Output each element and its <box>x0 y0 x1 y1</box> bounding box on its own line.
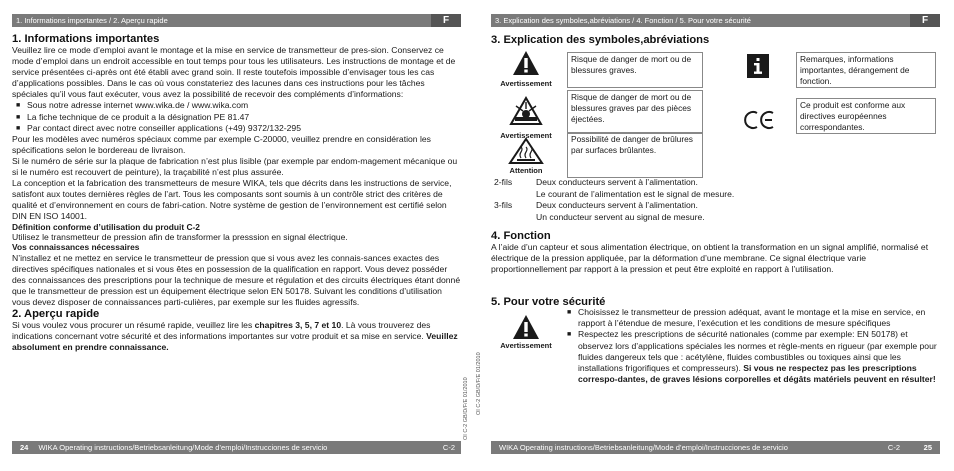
ce-description: Ce produit est conforme aux directives européennes correspondantes. <box>796 98 936 134</box>
left-header-title: 1. Informations importantes / 2. Aperçu rapide <box>16 16 168 25</box>
document-code: OI C-2 GB/D/F/E 01/2010 <box>463 377 469 440</box>
footer-model: C-2 <box>442 443 455 452</box>
section-1-heading: 1. Informations importantes <box>12 33 160 45</box>
caution-caption: Attention <box>509 166 543 175</box>
section-3-heading: 3. Explication des symboles,abréviations <box>491 34 710 46</box>
serial-number-paragraph: Si le numéro de série sur la plaque de fabrication n’est plus lisible (par exemple par endom-magement mécanique ou si le numéro est recouvert de peinture), la traçabilité n’est plus assurée. <box>12 155 458 178</box>
language-tag: F <box>910 14 940 27</box>
ce-mark-glyph-icon <box>743 110 777 130</box>
design-paragraph: La conception et la fabrication des transmetteurs de mesure WIKA, tels que décrits dans les instructions de service, satisfont aux toutes dernières règles de l’art. Tous les composants sont soumis à un contrôle strict des critères de qualité et d’environnement en cours de fabri-cation. Notre système de gestion de l’environnement est certifié selon DIN EN ISO 14001. <box>12 178 452 222</box>
footer-model: C-2 <box>887 443 900 452</box>
info-description: Remarques, informations importantes, dérangement de fonction. <box>796 52 936 88</box>
left-page <box>12 14 461 454</box>
info-sources-list <box>12 100 461 133</box>
safety-list <box>567 307 940 385</box>
special-models-paragraph: Pour les modèles avec numéros spéciaux comme par exemple C-20000, veuillez prendre en considération les spécifications selon le bordereau de livraison. <box>12 133 431 155</box>
term-2-wire: 2-fils <box>494 177 513 187</box>
page-number: 25 <box>923 443 932 452</box>
info-icon <box>747 54 769 78</box>
term-3-wire-definition: Un conducteur servent au signal de mesure. <box>536 211 705 222</box>
footer-text: WIKA Operating instructions/Betriebsanleitung/Mode d’emploi/Instrucciones de servicio <box>499 443 788 452</box>
list-item: ■ Respectez les prescriptions de sécurité nationales (comme par exemple: EN 50178) et observez lors d’applications spéciales les normes et règle-ments en rigueur (par exemple pour fluides dangereux tels que : acétylène, fluides combustibles ou toxiques ainsi que les installations frigorifiques et compresseurs). Si vous ne respectez pas les prescriptions correspo-dantes, de graves lésions corporelles et dégâts matériels peuvent en résulter! <box>567 329 940 385</box>
left-header-bar <box>12 14 461 27</box>
list-item: ■ Par contact direct avec notre conseiller applications (+49) 9372/132-295 <box>16 123 461 134</box>
term-2-wire-definition: Le courant de l’alimentation est le signal de mesure. <box>536 188 735 199</box>
list-item: ■ Sous notre adresse internet www.wika.de / www.wika.com <box>16 100 461 111</box>
warning-symbol <box>491 48 561 98</box>
warning-caption: Avertissement <box>500 79 552 88</box>
warning-caption: Avertissement <box>500 341 552 350</box>
abbreviations-list <box>494 177 940 225</box>
warning-description: Risque de danger de mort ou de blessures graves. <box>567 52 703 88</box>
footer-text: WIKA Operating instructions/Betriebsanleitung/Mode d’emploi/Instrucciones de servicio <box>38 443 328 452</box>
term-3-wire-definition: Deux conducteurs servent à l’alimentation. <box>536 200 698 211</box>
intended-use-paragraph: Utilisez le transmetteur de pression afin de transformer la presssion en signal électrique. <box>12 232 348 242</box>
right-page <box>491 14 940 454</box>
safety-warning-symbol <box>491 310 561 354</box>
hot-surface-description: Possibilité de danger de brûlures par surfaces brûlantes. <box>567 132 703 178</box>
warning-triangle-icon <box>512 50 540 76</box>
intended-use-heading: Définition conforme d’utilisation du produit C-2 <box>12 221 200 232</box>
function-paragraph: A l’aide d’un capteur et sous alimentation électrique, on obtient la transformation en un signal amplifié, normalisé et électrique de la pression appliquée, par la déformation d’une membrane. Ce signal électrique varie proportionnellement par rapport à la pression et peut être exploité en rapport à l’utilisation. <box>491 242 929 275</box>
warning-triangle-icon <box>512 314 540 340</box>
info-glyph-icon <box>747 54 769 78</box>
knowledge-paragraph: N’installez et ne mettez en service le transmetteur de pression que si vous avez les connais-sances exactes des directives spécifiques nationales et si vous êtes en possession de la qualification en rapport. Vous devez posséder des connaissances des prescriptions pour la technique de mesure et régulation et des circuits électriques étant donné que le transmetteur de pression est un équipement électrique selon EN 50178. Suivant les conditions d’utilisation vous devez disposer de connaissances parti-culières, par exemple sur les fluides agressifs. <box>12 252 461 307</box>
ce-mark-icon <box>743 110 777 130</box>
document-code: OI C-2 GB/D/F/E 01/2010 <box>476 352 482 415</box>
ejected-parts-warning-icon <box>506 96 546 126</box>
page-number: 24 <box>20 443 29 452</box>
knowledge-heading: Vos connaissances nécessaires <box>12 242 140 253</box>
left-footer-bar <box>12 441 461 454</box>
warning-caption: Avertissement <box>500 131 552 140</box>
ejected-parts-description: Risque de danger de mort ou de blessures graves par des pièces éjectées. <box>567 90 703 134</box>
left-content <box>12 33 461 353</box>
language-tag: F <box>431 14 461 27</box>
section-4-heading: 4. Fonction <box>491 230 551 242</box>
hot-surface-icon <box>508 138 544 164</box>
intro-paragraph: Veuillez lire ce mode d’emploi avant le montage et la mise en service de transmetteur de pres-sion. Conservez ce mode d’emploi dans un endroit accessible en tout temps pour tous les utilisateurs. Les instructions de montage et de service présentées ci-après ont été établi avec grand soin. Il reste toutefois impossible d’envisager tous les cas d’applications possibles. Dans le cas où vous constateriez des lacunes dans ces instructions pour les tâches spéciales qu’il vous faut exécuter, vous avez la possibilité de recevoir des compléments d’informations: <box>12 45 456 100</box>
term-2-wire-definition: Deux conducteurs servent à l’alimentation. <box>536 177 698 187</box>
list-item: ■ La fiche technique de ce produit a la désignation PE 81.47 <box>16 112 461 123</box>
right-footer-bar <box>491 441 940 454</box>
hot-surface-symbol <box>491 136 561 180</box>
right-header-title: 3. Explication des symboles,abréviations / 4. Fonction / 5. Pour votre sécurité <box>495 16 751 25</box>
section-2-heading: 2. Aperçu rapide <box>12 308 100 321</box>
term-3-wire: 3-fils <box>494 200 513 211</box>
section-5-heading: 5. Pour votre sécurité <box>491 296 606 308</box>
function-section <box>491 230 940 276</box>
list-item: ■ Choisissez le transmetteur de pression adéquat, avant le montage et la mise en service, en rapport à l’étendue de mesure, l’exécution et les conditions de mesure spécifiques <box>567 307 940 329</box>
quick-overview-paragraph: Si vous voulez vous procurer un résumé rapide, veuillez lire les chapitres 3, 5, 7 et 10. Là vous trouverez des indications concernant votre sécurité et des informations importantes sur votre produit et sa mise en service. Veuillez absolument en prendre connaissance. <box>12 320 458 353</box>
right-header-bar <box>491 14 940 27</box>
